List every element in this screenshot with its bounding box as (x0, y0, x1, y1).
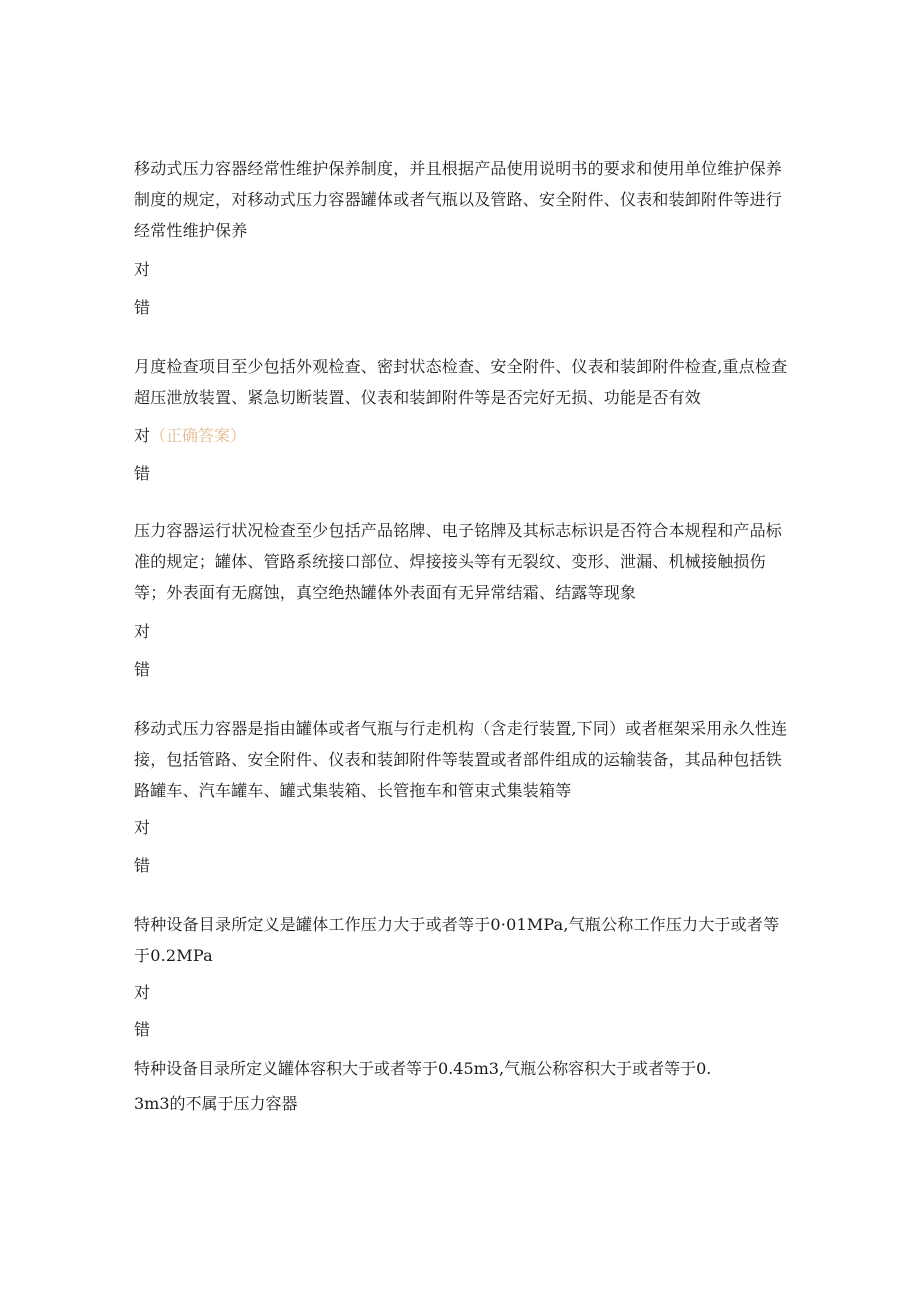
question-5-option-true[interactable]: 对 (134, 983, 151, 1002)
question-2-option-true[interactable] (134, 425, 246, 447)
question-3-text: 压力容器运行状况检查至少包括产品铭牌、电子铭牌及其标志标识是否符合本规程和产品标准的规定；罐体、管路系统接口部位、焊接接头等有无裂纹、变形、泄漏、机械接触损伤等；外表面有无腐蚀，真空绝热罐体外表面有无异常结霜、结露等现象 (134, 521, 783, 602)
question-5-text: 特种设备目录所定义是罐体工作压力大于或者等于0·01MPa,气瓶公称工作压力大于或者等于0.2MPa (134, 915, 780, 965)
question-4-option-false[interactable]: 错 (134, 856, 151, 875)
question-2-option-false[interactable]: 错 (134, 464, 151, 483)
question-1-text: 移动式压力容器经常性维护保养制度，并且根据产品使用说明书的要求和使用单位维护保养制度的规定，对移动式压力容器罐体或者气瓶以及管路、安全附件、仪表和装卸附件等进行经常性维护保养 (134, 159, 783, 240)
question-3-option-false[interactable]: 错 (134, 660, 151, 679)
question-1-option-true[interactable]: 对 (134, 260, 151, 279)
question-4-text: 移动式压力容器是指由罐体或者气瓶与行走机构（含走行装置,下同）或者框架采用永久性连接，包括管路、安全附件、仪表和装卸附件等装置或者部件组成的运输装备，其品种包括铁路罐车、汽车罐车、罐式集装箱、长管拖车和管束式集装箱等 (134, 719, 788, 800)
question-5-option-false[interactable]: 错 (134, 1020, 151, 1039)
correct-answer-tag: （正确答案） (150, 426, 247, 445)
question-1-option-false[interactable]: 错 (134, 298, 151, 317)
question-6-text-line-1: 特种设备目录所定义罐体容积大于或者等于0.45m3,气瓶公称容积大于或者等于0. (134, 1059, 712, 1078)
question-6-text-line-2: 3m3的不属于压力容器 (134, 1094, 298, 1113)
question-3-option-true[interactable]: 对 (134, 622, 151, 641)
question-2-option-true-label: 对 (134, 426, 151, 445)
question-4-option-true[interactable]: 对 (134, 818, 151, 837)
question-2-text: 月度检查项目至少包括外观检查、密封状态检查、安全附件、仪表和装卸附件检查,重点检查超压泄放装置、紧急切断装置、仪表和装卸附件等是否完好无损、功能是否有效 (134, 357, 788, 407)
